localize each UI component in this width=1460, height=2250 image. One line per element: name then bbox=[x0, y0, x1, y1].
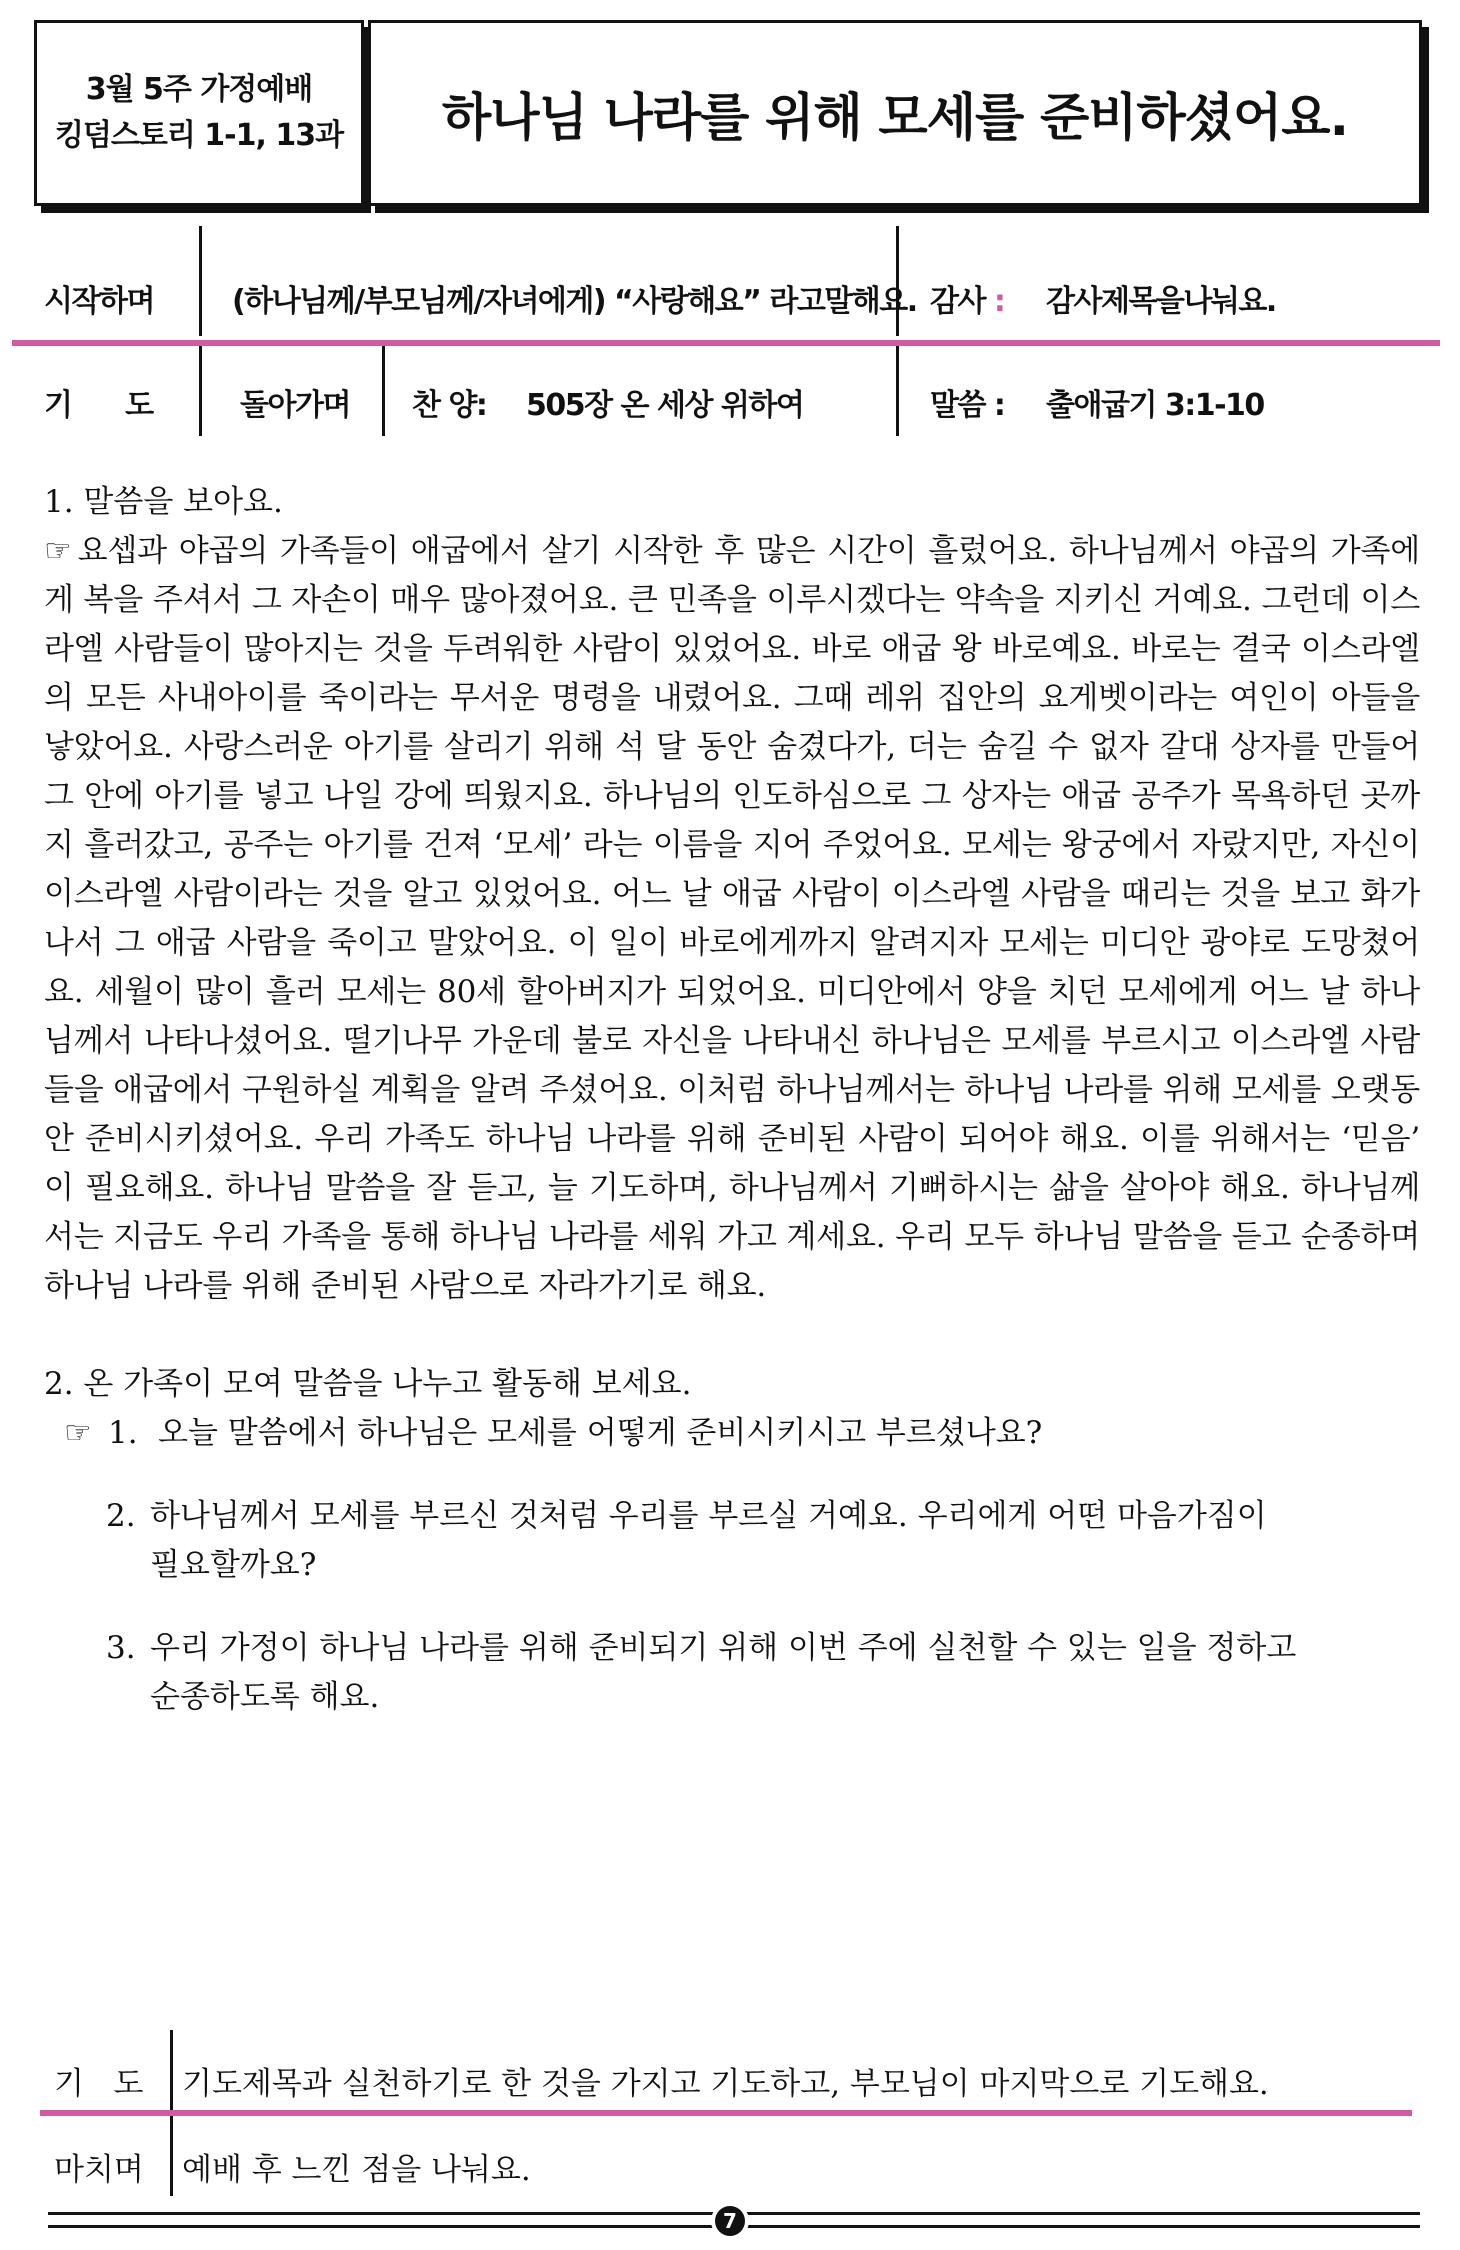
story-text: 요셉과 야곱의 가족들이 애굽에서 살기 시작한 후 많은 시간이 흘렀어요. 하나님께서 야곱의 가족에게 복을 주셔서 그 자손이 매우 많아졌어요. 큰 민족을 이루시겠다는 약속을 지키신 거예요. 그런데 이스라엘 사람들이 많아지는 것을 두려워한 사람이 있었어요. 바로 애굽 왕 바로예요. 바로는 결국 이스라엘의 모든 사내아이를 죽이라는 무서운 명령을 내렸어요. 그때 레위 집안의 요게벳이라는 여인이 아들을 낳았어요. 사랑스러운 아기를 살리기 위해 석 달 동안 숨겼다가, 더는 숨길 수 없자 갈대 상자를 만들어 그 안에 아기를 넣고 나일 강에 띄웠지요. 하나님의 인도하심으로 그 상자는 애굽 공주가 목욕하던 곳까지 흘러갔고, 공주는 아기를 건져 ‘모세’ 라는 이름을 지어 주었어요. 모세는 왕궁에서 자랐지만, 자신이 이스라엘 사람이라는 것을 알고 있었어요. 어느 날 애굽 사람이 이스라엘 사람을 때리는 것을 보고 화가 나서 그 애굽 사람을 죽이고 말았어요. 이 일이 바로에게까지 알려지자 모세는 미디안 광야로 도망쳤어요. 세월이 많이 흘러 모세는 80세 할아버지가 되었어요. 미디안에서 양을 치던 모세에게 어느 날 하나님께서 나타나셨어요. 떨기나무 가운데 불로 자신을 나타내신 하나님은 모세를 부르시고 이스라엘 사람들을 애굽에서 구원하실 계획을 알려 주셨어요. 이처럼 하나님께서는 하나님 나라를 위해 모세를 오랫동안 준비시키셨어요. 우리 가족도 하나님 나라를 위해 준비된 사람이 되어야 해요. 이를 위해서는 ‘믿음’ 이 필요해요. 하나님 말씀을 잘 듣고, 늘 기도하며, 하나님께서 기뻐하시는 삶을 살아야 해요. 하나님께서는 지금도 우리 가족을 통해 하나님 나라를 세워 가고 계세요. 우리 모두 하나님 말씀을 듣고 순종하며 하나님 나라를 위해 준비된 사람으로 자라가기로 해요. bbox=[44, 533, 1420, 1304]
pointing-hand-icon: ☞ bbox=[44, 533, 72, 569]
section2-heading: 2. 온 가족이 모여 말씀을 나누고 활동해 보세요. bbox=[44, 1366, 692, 1402]
row-divider bbox=[12, 340, 1440, 346]
lesson-date: 3월 5주 가정예배 bbox=[85, 72, 313, 107]
list-item bbox=[44, 1624, 1420, 1673]
footer-prayer-text: 기도제목과 실천하기로 한 것을 가지고 기도하고, 부모님이 마지막으로 기도해요. bbox=[182, 2066, 1269, 2102]
question-number: 3. bbox=[106, 1630, 136, 1666]
divider bbox=[199, 346, 202, 436]
section1-text bbox=[44, 527, 1420, 1311]
question-text-cont: 필요할까요? bbox=[150, 1547, 317, 1583]
question-text: 하나님께서 모세를 부르신 것처럼 우리를 부르실 거예요. 우리에게 어떤 마음가짐이 bbox=[150, 1498, 1267, 1534]
divider bbox=[896, 346, 899, 436]
row-divider bbox=[40, 2110, 1412, 2116]
lesson-body bbox=[44, 478, 1420, 1722]
divider bbox=[170, 2030, 173, 2110]
prayer-label: 기 도 bbox=[44, 388, 153, 423]
question-number: 2. bbox=[106, 1498, 136, 1534]
question-list bbox=[44, 1409, 1420, 1722]
question-text: 오늘 말씀에서 하나님은 모세를 어떻게 준비시키시고 부르셨나요? bbox=[158, 1415, 1043, 1451]
question-text: 우리 가정이 하나님 나라를 위해 준비되기 위해 이번 주에 실천할 수 있는 일을 정하고 bbox=[150, 1630, 1297, 1666]
list-item bbox=[44, 1409, 1420, 1458]
footer-prayer-label: 기 도 bbox=[54, 2066, 144, 2102]
title-box bbox=[368, 20, 1422, 206]
lesson-date-box bbox=[34, 20, 364, 206]
thanks-text: 감사제목을나눠요. bbox=[1046, 284, 1276, 319]
thanks-label: 감사 : bbox=[930, 284, 1005, 319]
divider bbox=[382, 346, 385, 436]
start-text: (하나님께/부모님께/자녀에게) “사랑해요” 라고말해요. bbox=[232, 284, 917, 319]
hymn-label: 찬 양: bbox=[412, 388, 487, 423]
closing-label: 마치며 bbox=[54, 2152, 144, 2188]
question-number: 1. bbox=[108, 1415, 138, 1451]
question-text-cont: 순종하도록 해요. bbox=[150, 1679, 380, 1715]
prayer-text: 돌아가며 bbox=[240, 388, 350, 423]
closing-text: 예배 후 느낀 점을 나눠요. bbox=[182, 2152, 531, 2188]
divider bbox=[170, 2116, 173, 2196]
start-label: 시작하며 bbox=[44, 284, 154, 319]
word-label: 말씀 : bbox=[930, 388, 1005, 423]
list-item bbox=[44, 1492, 1420, 1541]
lesson-reference: 킹덤스토리 1-1, 13과 bbox=[54, 118, 344, 153]
word-text: 출애굽기 3:1-10 bbox=[1046, 388, 1264, 423]
pointing-hand-icon: ☞ bbox=[64, 1415, 92, 1451]
page-title: 하나님 나라를 위해 모세를 준비하셨어요. bbox=[442, 89, 1348, 148]
section1-heading: 1. 말씀을 보아요. bbox=[44, 484, 283, 520]
hymn-text: 505장 온 세상 위하여 bbox=[526, 388, 804, 423]
page-number: 7 bbox=[715, 2206, 745, 2236]
divider bbox=[199, 226, 202, 336]
